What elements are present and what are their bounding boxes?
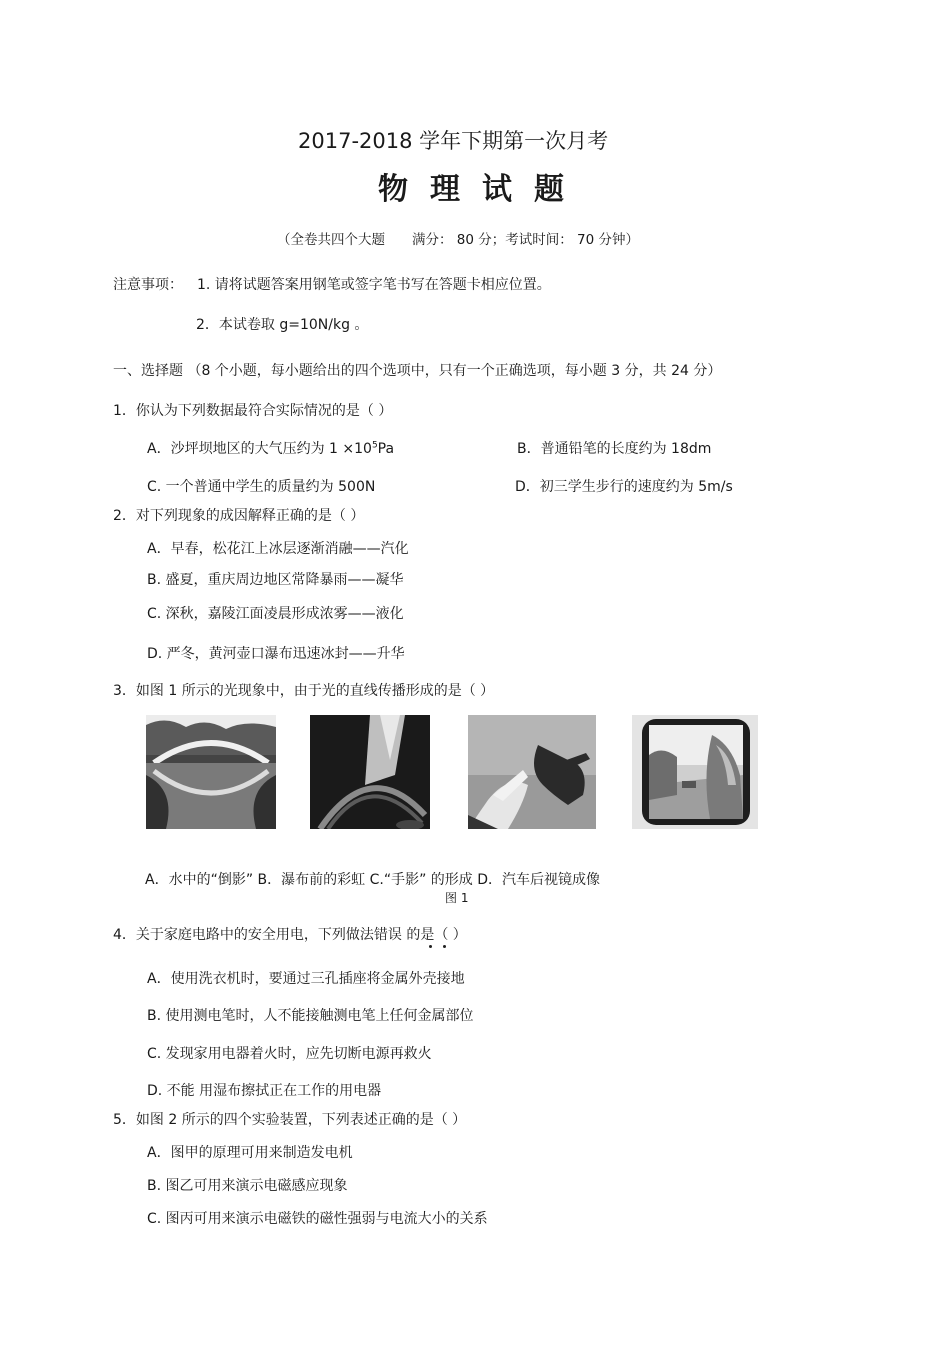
note-item-2: 2．本试卷取 g=10N/kg 。 xyxy=(196,317,369,333)
q2-option-c: C. 深秋，嘉陵江面凌晨形成浓雾——液化 xyxy=(147,606,404,622)
q1-option-c: C. 一个普通中学生的质量约为 500N xyxy=(147,479,376,495)
q4-option-b: B. 使用测电笔时，人不能接触测电笔上任何金属部位 xyxy=(147,1008,474,1024)
bridge-reflection-photo xyxy=(146,715,276,829)
hand-shadow-photo xyxy=(468,715,596,829)
emphasis-dot xyxy=(429,945,432,948)
q1-option-a-unit: Pa xyxy=(377,441,395,457)
emphasis-dot xyxy=(443,945,446,948)
car-mirror-photo xyxy=(632,715,758,829)
exam-term-title: 2017-2018 学年下期第一次月考 xyxy=(298,129,609,153)
exam-info: （全卷共四个大题 满分： 80 分；考试时间： 70 分钟） xyxy=(277,232,640,248)
q4-option-d: D. 不能 用湿布擦拭正在工作的用电器 xyxy=(147,1083,382,1099)
q1-stem: 1．你认为下列数据最符合实际情况的是（ ） xyxy=(113,403,393,419)
figure-1-caption: 图 1 xyxy=(445,891,469,905)
q5-option-c: C. 图丙可用来演示电磁铁的磁性强弱与电流大小的关系 xyxy=(147,1211,488,1227)
q4-option-c: C. 发现家用电器着火时，应先切断电源再救火 xyxy=(147,1046,432,1062)
q2-option-b: B. 盛夏，重庆周边地区常降暴雨——凝华 xyxy=(147,572,404,588)
q1-option-a-text: A．沙坪坝地区的大气压约为 1 ×10 xyxy=(147,441,372,457)
q3-stem: 3．如图 1 所示的光现象中，由于光的直线传播形成的是（ ） xyxy=(113,683,495,699)
q1-option-b: B．普通铅笔的长度约为 18dm xyxy=(517,441,712,457)
subject-title: 物理试题 xyxy=(378,172,586,207)
q1-option-a xyxy=(147,440,394,458)
q5-option-a: A．图甲的原理可用来制造发电机 xyxy=(147,1145,353,1161)
q4-stem: 4．关于家庭电路中的安全用电，下列做法错误 的是（ ） xyxy=(113,927,467,943)
section-heading: 一、选择题 （8 个小题，每小题给出的四个选项中，只有一个正确选项，每小题 3 分，共 24 分） xyxy=(113,363,722,379)
waterfall-rainbow-photo xyxy=(310,715,430,829)
q3-options: A．水中的“倒影” B．瀑布前的彩虹 C.“手影” 的形成 D．汽车后视镜成像 xyxy=(145,872,600,888)
q5-option-b: B. 图乙可用来演示电磁感应现象 xyxy=(147,1178,348,1194)
q1-option-a-exponent: 5 xyxy=(371,440,378,451)
note-item-1: 1. 请将试题答案用钢笔或签字笔书写在答题卡相应位置。 xyxy=(197,277,551,293)
q2-option-d: D. 严冬，黄河壶口瀑布迅速冰封——升华 xyxy=(147,646,405,662)
q5-stem: 5．如图 2 所示的四个实验装置，下列表述正确的是（ ） xyxy=(113,1112,467,1128)
notes-label: 注意事项： xyxy=(113,277,183,293)
q4-option-a: A．使用洗衣机时，要通过三孔插座将金属外壳接地 xyxy=(147,971,465,987)
q2-option-a: A．早春，松花江上冰层逐渐消融——汽化 xyxy=(147,541,409,557)
q2-stem: 2．对下列现象的成因解释正确的是（ ） xyxy=(113,508,365,524)
q1-option-d: D．初三学生步行的速度约为 5m/s xyxy=(515,479,733,495)
